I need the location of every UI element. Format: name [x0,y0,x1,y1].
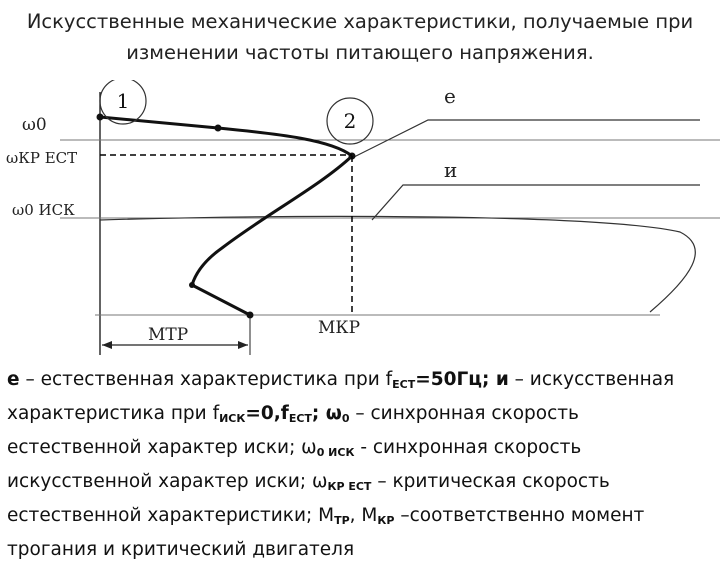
label-curve-i: и [444,158,458,182]
label-m-kr: MКР [318,318,361,338]
caption-bold: =0,f [245,403,289,424]
diagram-svg [0,80,720,365]
artificial-characteristic-i [372,185,700,220]
caption-line-6: трогания и критический двигателя [7,539,355,560]
caption-text: – искусственная [508,369,675,390]
caption-subscript: 0 ИСК [316,446,355,459]
caption-subscript: КР [377,514,395,527]
caption-bold: ; ω [311,403,342,424]
marker-label-1: 1 [116,89,130,113]
point-starting-torque [247,312,254,319]
caption-text: – критическая скорость [371,471,610,492]
label-omega-0: ω0 [22,115,47,135]
label-omega-kr-est: ωКР ЕСТ [6,149,78,167]
caption [7,365,715,564]
caption-text: искусственной характер иски; ω [7,471,328,492]
caption-subscript: ТР [334,514,350,527]
label-omega-0-isk: ω0 ИСК [12,201,75,219]
caption-text: естественной характер иски; ω [7,437,317,458]
title-line-2: изменении частоты питающего напряжения. [126,41,594,64]
caption-line-5 [7,501,715,535]
page-title [0,6,720,68]
caption-subscript: ЕСТ [392,378,416,391]
caption-line-1 [7,365,715,399]
label-curve-e: e [444,84,456,108]
caption-text: , M [349,505,378,526]
caption-line-2 [7,399,715,433]
point-bend [189,282,195,288]
caption-text: –соответственно момент [394,505,645,526]
caption-subscript: 0 [341,412,350,425]
artificial-characteristic-arc [100,216,695,312]
caption-subscript: КР ЕСТ [327,480,372,493]
caption-line-3 [7,433,715,467]
caption-text: – синхронная скорость [349,403,579,424]
caption-term-e: е [7,369,20,390]
caption-subscript: ЕСТ [288,412,312,425]
marker-label-2: 2 [343,109,357,133]
caption-text: естественной характеристики; M [7,505,335,526]
characteristics-diagram [0,80,720,365]
point-w0 [97,114,104,121]
m-tr-arrow-right [238,341,248,349]
point-mid [215,125,222,132]
caption-term-i: =50Гц; и [415,369,509,390]
m-tr-arrow-left [102,341,112,349]
caption-text: - синхронная скорость [354,437,582,458]
title-line-1: Искусственные механические характеристики, получаемые при [26,10,694,33]
natural-characteristic-e [352,120,700,158]
label-m-tr: MТР [148,325,189,345]
caption-subscript: ИСК [219,412,246,425]
caption-text: характеристика при f [7,403,220,424]
caption-text: – естественная характеристика при f [19,369,393,390]
caption-line-4 [7,467,715,501]
